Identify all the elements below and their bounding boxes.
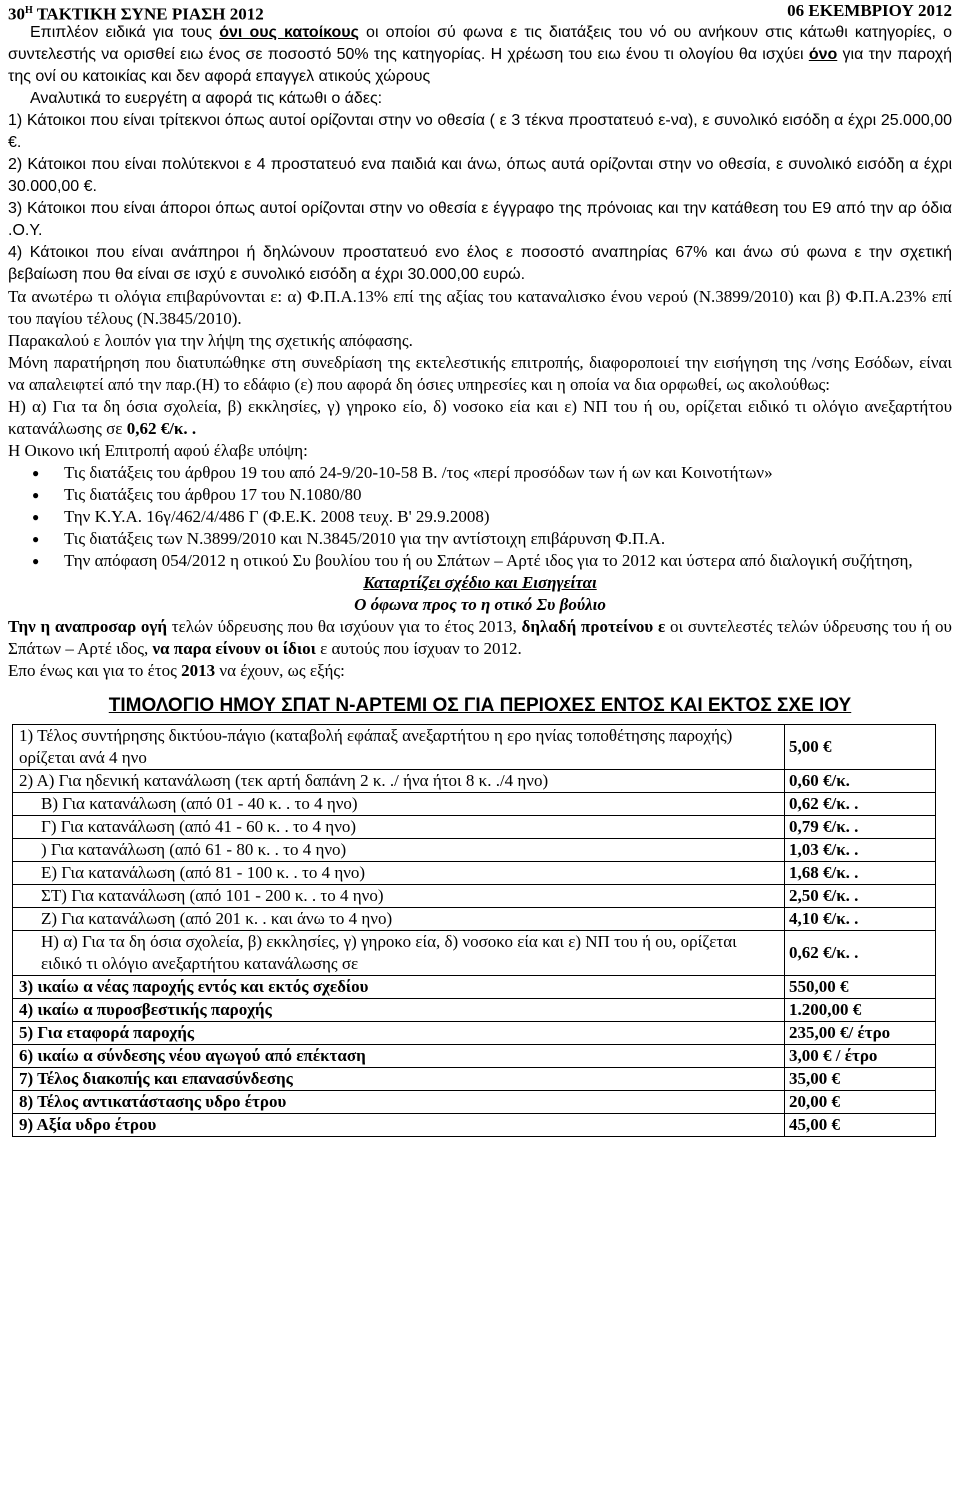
tariff-value: 0,62 €/κ. . <box>785 793 936 816</box>
tariff-desc: ΣΤ) Για κατανάλωση (από 101 - 200 κ. . το 4 ηνο) <box>13 885 785 908</box>
group-item: 3) Κάτοικοι που είναι άποροι όπως αυτοί ορίζονται στην νο οθεσία ε έγγραφο της πρόνοιας και την κατάθεση του Ε9 από την αρ όδια .Ο.Υ. <box>8 200 952 239</box>
decision-subtitle: Ο όφωνα προς το η οτικό Συ βούλιο <box>354 595 606 614</box>
tariff-title: ΤΙΜΟΛΟΓΙΟ ΗΜΟΥ ΣΠΑΤ Ν-ΑΡΤΕΜΙ ΟΣ ΓΙΑ ΠΕΡΙΟΧΕΣ ΕΝΤΟΣ ΚΑΙ ΕΚΤΟΣ ΣΧΕ ΙΟΥ <box>108 695 852 716</box>
list-item: ● Την Κ.Υ.Α. 16γ/462/4/486 Γ (Φ.Ε.Κ. 2008 τευχ. Β' 29.9.2008) <box>8 506 952 528</box>
table-row <box>13 862 936 885</box>
tariff-desc: 4) ικαίω α πυροσβεστικής παροχής <box>13 999 785 1022</box>
tariff-desc: Ε) Για κατανάλωση (από 81 - 100 κ. . το 4 ηνο) <box>13 862 785 885</box>
tariff-value: 235,00 €/ έτρο <box>785 1022 936 1045</box>
vat-note: Τα ανωτέρω τι ολόγια επιβαρύνονται ε: α) Φ.Π.Α.13% επί της αξίας του καταναλισκο ένου νερού (Ν.3899/2010) και β) Φ.Π.Α.23% επί του παγίου τέλους (Ν.3845/2010). <box>8 287 952 328</box>
table-row <box>13 999 936 1022</box>
list-item: ● Τις διατάξεις των Ν.3899/2010 και Ν.3845/2010 για την αντίστοιχη επιβάρυνση Φ.Π.Α. <box>8 528 952 550</box>
table-row <box>13 908 936 931</box>
group-item: 2) Κάτοικοι που είναι πολύτεκνοι ε 4 προστατευό ενα παιδιά και άνω, όπως αυτά ορίζονται στην νο οθεσία, ε συνολικό εισόδη α έχρι 30.000,00 €. <box>8 156 952 195</box>
tariff-desc: 7) Τέλος διακοπής και επανασύνδεσης <box>13 1068 785 1091</box>
table-row <box>13 793 936 816</box>
header-date: 06 ΕΚΕΜΒΡΙΟΥ 2012 <box>787 1 952 20</box>
tariff-value: 0,79 €/κ. . <box>785 816 936 839</box>
tariff-value: 1,03 €/κ. . <box>785 839 936 862</box>
list-item: ● Τις διατάξεις του άρθρου 19 του από 24-9/20-10-58 Β. /τος «περί προσόδων των ή ων και Κοινοτήτων» <box>8 462 952 484</box>
list-item: ● Τις διατάξεις του άρθρου 17 του Ν.1080/80 <box>8 484 952 506</box>
tariff-desc: Ζ) Για κατανάλωση (από 201 κ. . και άνω το 4 ηνο) <box>13 908 785 931</box>
tariff-desc: 2) Α) Για ηδενική κατανάλωση (τεκ αρτή δαπάνη 2 κ. ./ ήνα ήτοι 8 κ. ./4 ηνο) <box>13 770 785 793</box>
group-item: 4) Κάτοικοι που είναι ανάπηροι ή δηλώνουν προστατευό ενο έλος ε ποσοστό αναπηρίας 67% και άνω σύ φωνα ε την σχετική βεβαίωση που θα είναι σε ισχύ ε συνολικό εισόδη α έχρι 30.000,00 ευρώ. <box>8 244 952 283</box>
table-row <box>13 725 936 770</box>
tariff-desc: ) Για κατανάλωση (από 61 - 80 κ. . το 4 ηνο) <box>13 839 785 862</box>
table-row <box>13 1022 936 1045</box>
intro-paragraph: Επιπλέον ειδικά για τους όνι ους κατοίκους οι οποίοι σύ φωνα ε τις διατάξεις του νό ου ανήκουν στις κάτωθι κατηγορίες, ο συντελεστής να ορισθεί ειω ένος σε ποσοστό 50% της κατηγορίας. Η χρέωση του ειω ένου τι ολογίου θα ισχύει όνο για την παροχή της ονί ου κατοικίας και δεν αφορά επαγγελ ατικούς χώρους <box>8 24 953 85</box>
table-row <box>13 885 936 908</box>
tariff-desc: 8) Τέλος αντικατάστασης υδρο έτρου <box>13 1091 785 1114</box>
table-row <box>13 816 936 839</box>
tariff-desc: 3) ικαίω α νέας παροχής εντός και εκτός σχεδίου <box>13 976 785 999</box>
tariff-table <box>12 724 936 1137</box>
tariff-value: 45,00 € <box>785 1114 936 1137</box>
table-row <box>13 931 936 976</box>
table-row <box>13 976 936 999</box>
decision-text: Την η αναπροσαρ ογή τελών ύδρευσης που θα ισχύουν για το έτος 2013, δηλαδή προτείνου ε οι συντελεστές τελών ύδρευσης του ή ου Σπάτων – Αρτέ ιδος, να παρα είνουν οι ίδιοι ε αυτούς που ίσχυαν το 2012. <box>8 617 952 658</box>
tariff-value: 4,10 €/κ. . <box>785 908 936 931</box>
decision-title: Καταρτίζει σχέδιο και Εισηγείται <box>363 573 597 592</box>
request-text: Παρακαλού ε λοιπόν για την λήψη της σχετικής απόφασης. <box>8 331 413 350</box>
considerations-list <box>8 462 952 572</box>
tariff-value: 550,00 € <box>785 976 936 999</box>
table-row <box>13 1114 936 1137</box>
header-session: $30^H$ ΤΑΚΤΙΚΗ ΣΥΝΕ ΡΙΑΣΗ 2012 <box>8 4 264 24</box>
tariff-desc: Β) Για κατανάλωση (από 01 - 40 κ. . το 4 ηνο) <box>13 793 785 816</box>
tariff-value: 0,60 €/κ. <box>785 770 936 793</box>
table-row <box>13 1068 936 1091</box>
tariff-value: 35,00 € <box>785 1068 936 1091</box>
remark-h-clause: Η) α) Για τα δη όσια σχολεία, β) εκκλησίες, γ) γηροκο είο, δ) νοσοκο εία και ε) ΝΠ του ή ου, ορίζεται ειδικό τι ολόγιο ανεξαρτήτου κατανάλωσης σε 0,62 €/κ. . <box>8 397 952 438</box>
group-item: 1) Κάτοικοι που είναι τρίτεκνοι όπως αυτοί ορίζονται στην νο οθεσία ( ε 3 τέκνα προστατευό ε-να), ε συνολικό εισόδη α έχρι 25.000,00 €. <box>8 112 952 151</box>
tariff-value: 3,00 € / έτρο <box>785 1045 936 1068</box>
tariff-desc: 5) Για εταφορά παροχής <box>13 1022 785 1045</box>
tariff-value: 5,00 € <box>785 725 936 770</box>
tariff-desc: 6) ικαίω α σύνδεσης νέου αγωγού από επέκταση <box>13 1045 785 1068</box>
tariff-desc: 1) Τέλος συντήρησης δικτύου-πάγιο (καταβολή εφάπαξ ανεξαρτήτου η ερο ηνίας τοποθέτησης παροχής) ορίζεται ανά 4 ηνο <box>13 725 785 770</box>
tariff-desc: 9) Αξία υδρο έτρου <box>13 1114 785 1137</box>
table-row <box>13 839 936 862</box>
year-line: Επο ένως και για το έτος 2013 να έχουν, ως εξής: <box>8 661 345 680</box>
remark-text: Μόνη παρατήρηση που διατυπώθηκε στη συνεδρίαση της εκτελεστικής επιτροπής, διαφοροποιεί την εισήγηση της /νσης Εσόδων, είναι να απαλειφτεί από την παρ.(Η) το εδάφιο (ε) που αφορά δη όσιες υπηρεσίες και η οποία να δια ορφωθεί, ως ακολούθως: <box>8 353 952 394</box>
tariff-desc: Γ) Για κατανάλωση (από 41 - 60 κ. . το 4 ηνο) <box>13 816 785 839</box>
table-row <box>13 1091 936 1114</box>
table-row <box>13 770 936 793</box>
tariff-value: 20,00 € <box>785 1091 936 1114</box>
tariff-desc: Η) α) Για τα δη όσια σχολεία, β) εκκλησίες, γ) γηροκο εία, δ) νοσοκο εία και ε) ΝΠ του ή ου, ορίζεται ειδικό τι ολόγιο ανεξαρτήτου κατανάλωσης σε <box>13 931 785 976</box>
table-row <box>13 1045 936 1068</box>
committee-text: Η Οικονο ική Επιτροπή αφού έλαβε υπόψη: <box>8 441 308 460</box>
page-header <box>8 0 952 22</box>
tariff-value: 1,68 €/κ. . <box>785 862 936 885</box>
tariff-value: 2,50 €/κ. . <box>785 885 936 908</box>
groups-intro: Αναλυτικά το ευεργέτη α αφορά τις κάτωθι ο άδες: <box>30 90 383 107</box>
tariff-value: 0,62 €/κ. . <box>785 931 936 976</box>
list-item: ● Την απόφαση 054/2012 η οτικού Συ βουλίου του ή ου Σπάτων – Αρτέ ιδος για το 2012 και ύστερα από διαλογική συζήτηση, <box>8 550 952 572</box>
tariff-value: 1.200,00 € <box>785 999 936 1022</box>
